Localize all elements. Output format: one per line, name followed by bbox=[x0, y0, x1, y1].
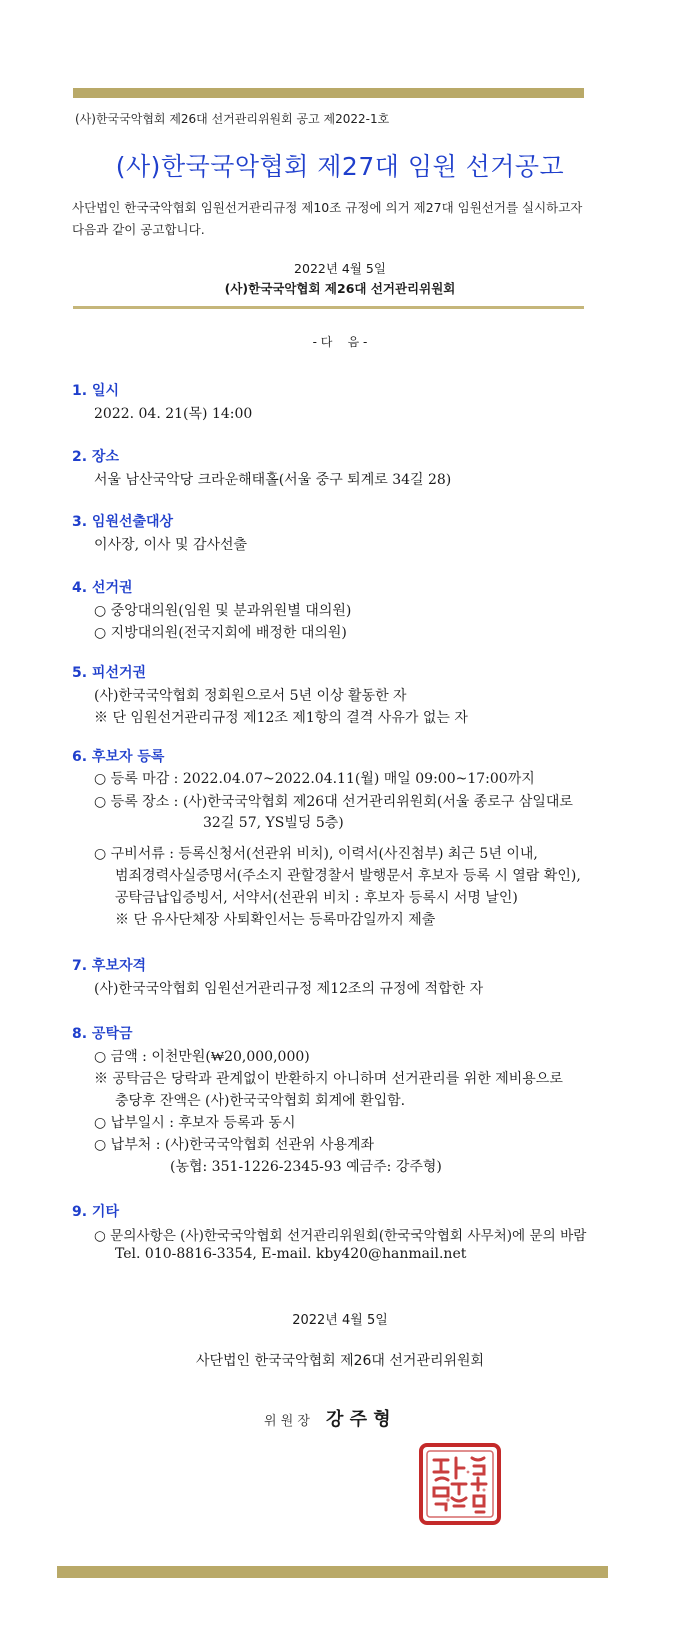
da-eum-separator: - 다 음 - bbox=[312, 335, 368, 349]
contact-line: Tel. 010-8816-3354, E-mail. kby420@hanmail.net bbox=[115, 1246, 467, 1262]
chairman-title: 위 원 장 bbox=[264, 1414, 310, 1429]
notice-committee: (사)한국국악협회 제26대 선거관리위원회 bbox=[224, 281, 456, 296]
section-heading-voting-right: 4. 선거권 bbox=[72, 580, 133, 596]
page-title: (사)한국국악협회 제27대 임원 선거공고 bbox=[115, 152, 565, 181]
section-heading-registration: 6. 후보자 등록 bbox=[72, 749, 165, 765]
section-line: 이사장, 이사 및 감사선출 bbox=[94, 537, 248, 553]
section-heading-deposit: 8. 공탁금 bbox=[72, 1026, 133, 1042]
section-line: ※ 단 유사단체장 사퇴확인서는 등록마감일까지 제출 bbox=[115, 912, 436, 928]
section-heading-qualification: 7. 후보자격 bbox=[72, 958, 147, 974]
section-line: ※ 공탁금은 당락과 관계없이 반환하지 아니하며 선거관리를 위한 제비용으로 bbox=[94, 1071, 563, 1087]
section-line: 2022. 04. 21(목) 14:00 bbox=[94, 406, 253, 422]
section-line: 32길 57, YS빌딩 5층) bbox=[203, 815, 344, 831]
footer-date: 2022년 4월 5일 bbox=[292, 1313, 388, 1328]
intro-line-2: 다음과 같이 공고합니다. bbox=[72, 222, 205, 237]
section-line: (사)한국국악협회 정회원으로서 5년 이상 활동한 자 bbox=[94, 688, 407, 704]
section-line: ○ 중앙대의원(임원 및 분과위원별 대의원) bbox=[94, 603, 352, 619]
section-line: (농협: 351-1226-2345-93 예금주: 강주형) bbox=[170, 1159, 442, 1175]
bottom-gold-bar bbox=[57, 1566, 608, 1578]
notice-number: (사)한국국악협회 제26대 선거관리위원회 공고 제2022-1호 bbox=[75, 112, 390, 126]
top-gold-bar bbox=[73, 88, 584, 98]
section-heading-venue: 2. 장소 bbox=[72, 449, 119, 465]
section-line: 범죄경력사실증명서(주소지 관할경찰서 발행문서 후보자 등록 시 열람 확인), bbox=[115, 868, 581, 884]
notice-date: 2022년 4월 5일 bbox=[294, 261, 386, 276]
section-heading-etc: 9. 기타 bbox=[72, 1204, 119, 1220]
section-line: ○ 등록 장소 : (사)한국국악협회 제26대 선거관리위원회(서울 종로구 삼일대로 bbox=[94, 794, 573, 810]
section-line: ○ 구비서류 : 등록신청서(선관위 비치), 이력서(사진첨부) 최근 5년 이내, bbox=[94, 846, 538, 862]
separator-line bbox=[73, 306, 584, 309]
section-heading-eligibility: 5. 피선거권 bbox=[72, 665, 147, 681]
section-heading-targets: 3. 임원선출대상 bbox=[72, 514, 174, 530]
chairman-name: 강 주 형 bbox=[326, 1409, 391, 1430]
intro-line-1: 사단법인 한국국악협회 임원선거관리규정 제10조 규정에 의거 제27대 임원선거를 실시하고자 bbox=[72, 200, 583, 215]
section-line: ○ 금액 : 이천만원(₩20,000,000) bbox=[94, 1049, 310, 1065]
section-line: 충당후 잔액은 (사)한국국악협회 회계에 환입함. bbox=[115, 1093, 406, 1109]
footer-organization: 사단법인 한국국악협회 제26대 선거관리위원회 bbox=[195, 1353, 485, 1369]
section-line: 서울 남산국악당 크라운해태홀(서울 중구 퇴계로 34길 28) bbox=[94, 472, 452, 488]
section-line: ○ 납부처 : (사)한국국악협회 선관위 사용계좌 bbox=[94, 1137, 375, 1153]
section-line: ○ 문의사항은 (사)한국국악협회 선거관리위원회(한국국악협회 사무처)에 문의 바람 bbox=[94, 1228, 587, 1244]
section-line: ○ 납부일시 : 후보자 등록과 동시 bbox=[94, 1115, 296, 1131]
section-line: ○ 등록 마감 : 2022.04.07~2022.04.11(월) 매일 09:00~17:00까지 bbox=[94, 771, 535, 787]
section-line: (사)한국국악협회 임원선거관리규정 제12조의 규정에 적합한 자 bbox=[94, 981, 484, 997]
section-line: 공탁금납입증빙서, 서약서(선관위 비치 : 후보자 등록시 서명 날인) bbox=[115, 890, 518, 906]
section-line: ※ 단 임원선거관리규정 제12조 제1항의 결격 사유가 없는 자 bbox=[94, 710, 468, 726]
section-line: ○ 지방대의원(전국지회에 배정한 대의원) bbox=[94, 625, 347, 641]
official-seal-icon bbox=[418, 1442, 502, 1526]
section-heading-datetime: 1. 일시 bbox=[72, 383, 119, 399]
